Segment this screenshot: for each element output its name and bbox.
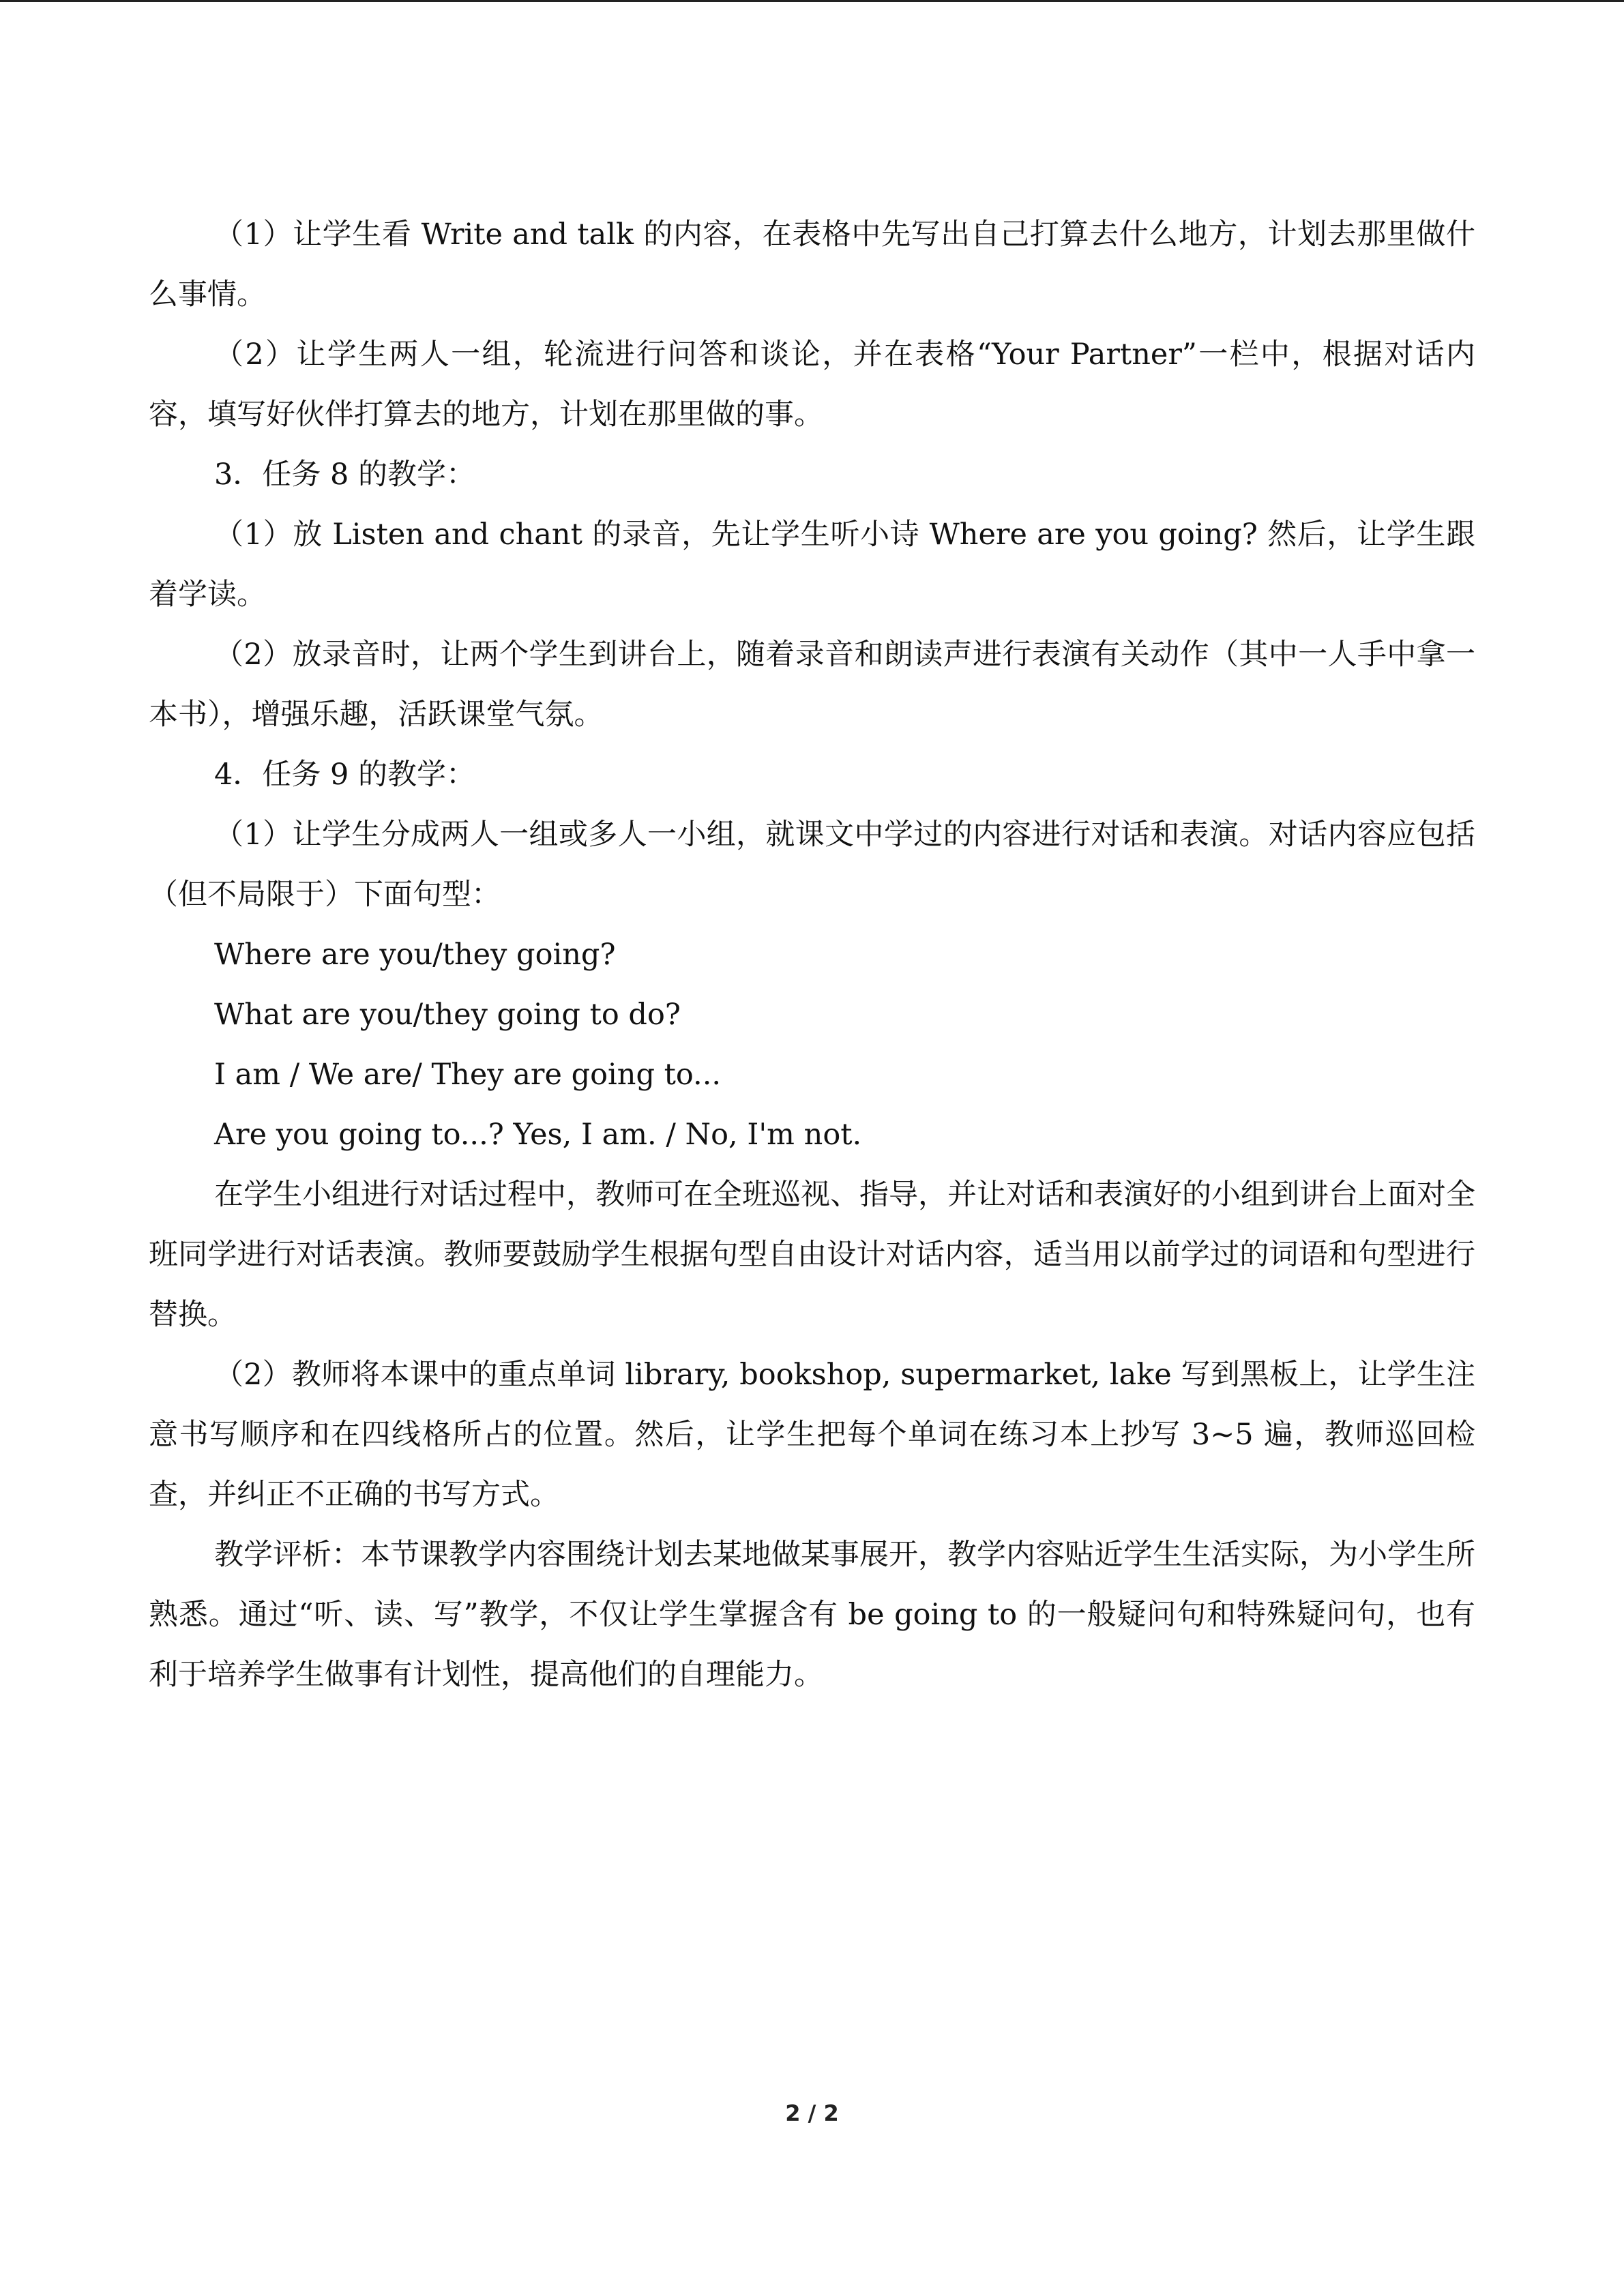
sentence-pattern: Where are you/they going?: [214, 938, 616, 972]
paragraph-performance: （2）放录音时，让两个学生到讲台上，随着录音和朗读声进行表演有关动作（其中一人手中拿一本书），增强乐趣，活跃课堂气氛。: [149, 638, 1475, 732]
paragraph-group-dialogue: （1）让学生分成两人一组或多人一小组，就课文中学过的内容进行对话和表演。对话内容应包括（但不局限于）下面句型：: [149, 818, 1475, 912]
page-number: 2 / 2: [785, 2100, 839, 2126]
paragraph-pair-work: （2）让学生两人一组，轮流进行问答和谈论，并在表格“Your Partner”一栏中，根据对话内容，填写好伙伴打算去的地方，计划在那里做的事。: [149, 338, 1475, 432]
sentence-pattern: Are you going to...? Yes, I am. / No, I'm not.: [214, 1118, 862, 1152]
sentence-pattern: What are you/they going to do?: [214, 998, 681, 1032]
paragraph-teacher-guidance: 在学生小组进行对话过程中，教师可在全班巡视、指导，并让对话和表演好的小组到讲台上面对全班同学进行对话表演。教师要鼓励学生根据句型自由设计对话内容，适当用以前学过的词语和句型进行替换。: [149, 1178, 1475, 1332]
paragraph-write-and-talk: （1）让学生看 Write and talk 的内容，在表格中先写出自己打算去什么地方，计划去那里做什么事情。: [149, 218, 1475, 312]
sentence-pattern: I am / We are/ They are going to...: [214, 1058, 722, 1092]
paragraph-teaching-evaluation: 教学评析：本节课教学内容围绕计划去某地做某事展开，教学内容贴近学生生活实际，为小学生所熟悉。通过“听、读、写”教学，不仅让学生掌握含有 be going to 的一般疑问句和特殊疑问句，也有利于培养学生做事有计划性，提高他们的自理能力。: [149, 1538, 1475, 1692]
top-border: [0, 0, 1624, 2]
paragraph-key-words: （2）教师将本课中的重点单词 library, bookshop, supermarket, lake 写到黑板上，让学生注意书写顺序和在四线格所占的位置。然后，让学生把每个单词在练习本上抄写 3~5 遍，教师巡回检查，并纠正不正确的书写方式。: [149, 1358, 1475, 1512]
paragraph-listen-and-chant: （1）放 Listen and chant 的录音，先让学生听小诗 Where are you going? 然后，让学生跟着学读。: [149, 518, 1475, 612]
document-body: [149, 205, 1475, 1705]
heading-task-8: 3．任务 8 的教学：: [214, 458, 476, 492]
heading-task-9: 4．任务 9 的教学：: [214, 758, 476, 792]
